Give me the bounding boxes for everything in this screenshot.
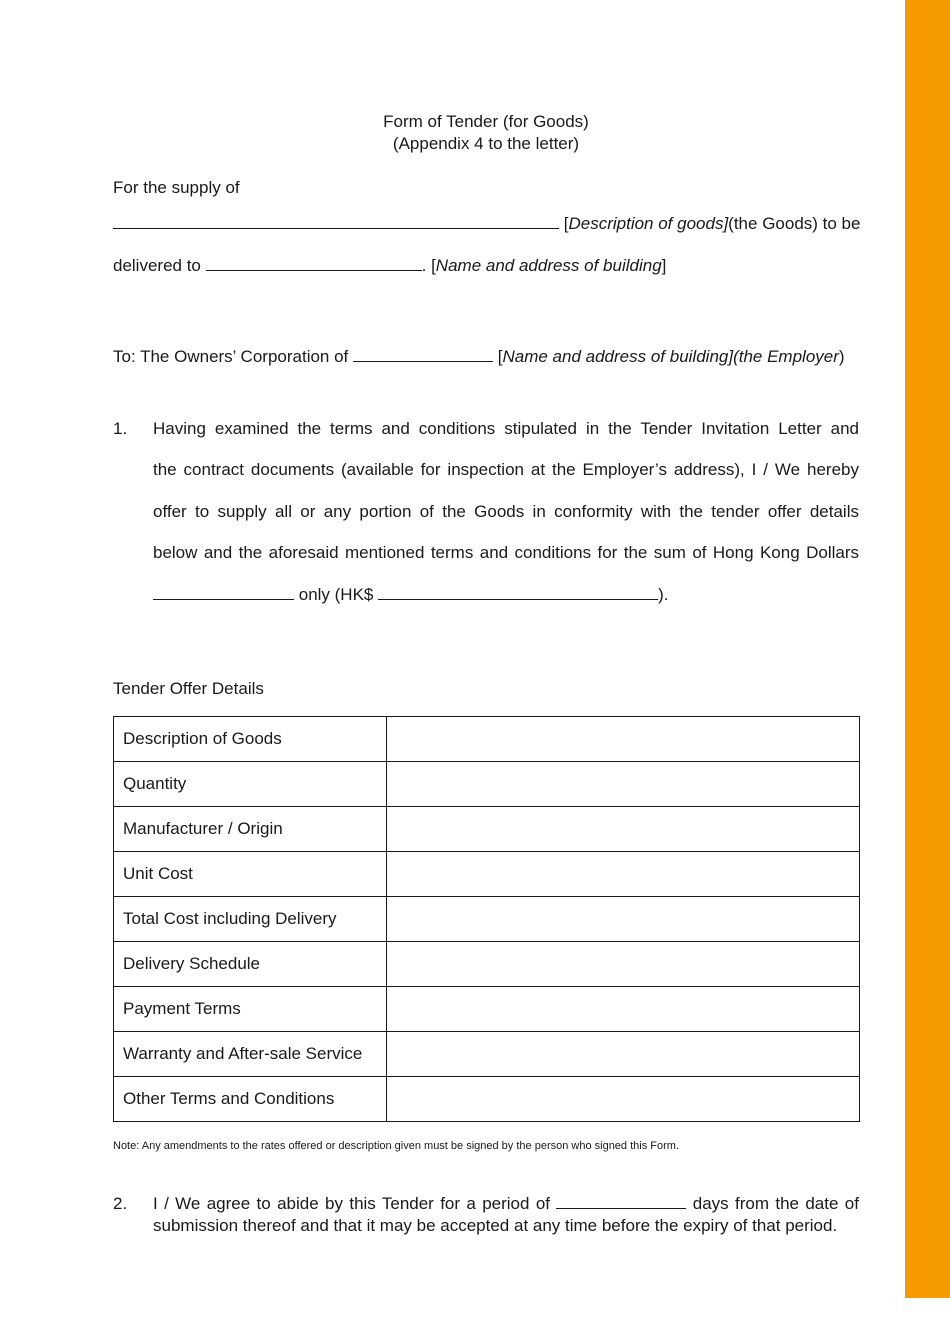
delivery-address-blank[interactable] [206,255,422,271]
only-hk-label: only (HK$ [298,585,374,604]
row-value-cell[interactable] [387,897,860,942]
row-label: Total Cost including Delivery [114,897,387,942]
row-value-cell[interactable] [387,1077,860,1122]
goods-line: [Description of goods](the Goods) to be [113,213,860,235]
clause-2-line-1: I / We agree to abide by this Tender for a period of days from the date of [153,1194,859,1213]
form-subtitle: (Appendix 4 to the letter) [392,134,580,153]
row-label: Unit Cost [114,852,387,897]
table-row [114,942,860,987]
clause-1-line: the contract documents (available for inspection at the Employer’s address), I / We hereby [153,460,859,479]
amount-hkd-blank[interactable] [378,584,658,600]
row-label: Description of Goods [114,717,387,762]
form-title: Form of Tender (for Goods) [383,112,589,131]
owners-corporation-blank[interactable] [353,346,493,362]
row-label: Warranty and After-sale Service [114,1032,387,1077]
row-value-cell[interactable] [387,762,860,807]
building-placeholder: Name and address of building [435,256,662,275]
clause-1-line: below and the aforesaid mentioned terms and conditions for the sum of Hong Kong Dollars [153,543,859,562]
row-value-cell[interactable] [387,942,860,987]
table-row [114,807,860,852]
goods-placeholder: Description of goods] [568,214,729,233]
supply-intro: For the supply of [113,178,240,197]
table-row [114,852,860,897]
delivery-line: delivered to . [Name and address of building] [113,256,667,275]
tender-validity-days-blank[interactable] [556,1193,686,1209]
row-label: Manufacturer / Origin [114,807,387,852]
table-row [114,1077,860,1122]
row-value-cell[interactable] [387,717,860,762]
clause-1-amount-line: only (HK$ ). [153,584,669,606]
employer-placeholder: Name and address of building](the Employer [502,347,839,366]
goods-suffix: (the Goods) to be [728,214,861,233]
table-row [114,717,860,762]
row-label: Delivery Schedule [114,942,387,987]
table-row [114,762,860,807]
row-label: Quantity [114,762,387,807]
amendment-note: Note: Any amendments to the rates offered or description given must be signed by the person who signed this Form. [113,1140,679,1152]
row-value-cell[interactable] [387,1032,860,1077]
clause-2-line-2: submission thereof and that it may be accepted at any time before the expiry of that period. [153,1216,838,1235]
clause-2-number: 2. [113,1194,128,1213]
orange-side-bar [905,0,950,1298]
row-value-cell[interactable] [387,807,860,852]
row-label: Other Terms and Conditions [114,1077,387,1122]
to-line: To: The Owners’ Corporation of [Name and address of building](the Employer) [113,347,845,366]
to-prefix: To: The Owners’ Corporation of [113,347,349,366]
table-row [114,1032,860,1077]
table-row [114,987,860,1032]
clause-1-line: offer to supply all or any portion of the Goods in conformity with the tender offer details [153,502,859,521]
tender-offer-table [113,716,860,1122]
clause-1-number: 1. [113,419,128,438]
clause-1-line: Having examined the terms and conditions stipulated in the Tender Invitation Letter and [153,419,859,438]
row-label: Payment Terms [114,987,387,1032]
row-value-cell[interactable] [387,852,860,897]
row-value-cell[interactable] [387,987,860,1032]
amount-words-blank[interactable] [153,584,294,600]
offer-details-heading: Tender Offer Details [113,679,264,698]
goods-description-blank[interactable] [113,213,559,229]
table-row [114,897,860,942]
delivered-to-label: delivered to [113,256,201,275]
